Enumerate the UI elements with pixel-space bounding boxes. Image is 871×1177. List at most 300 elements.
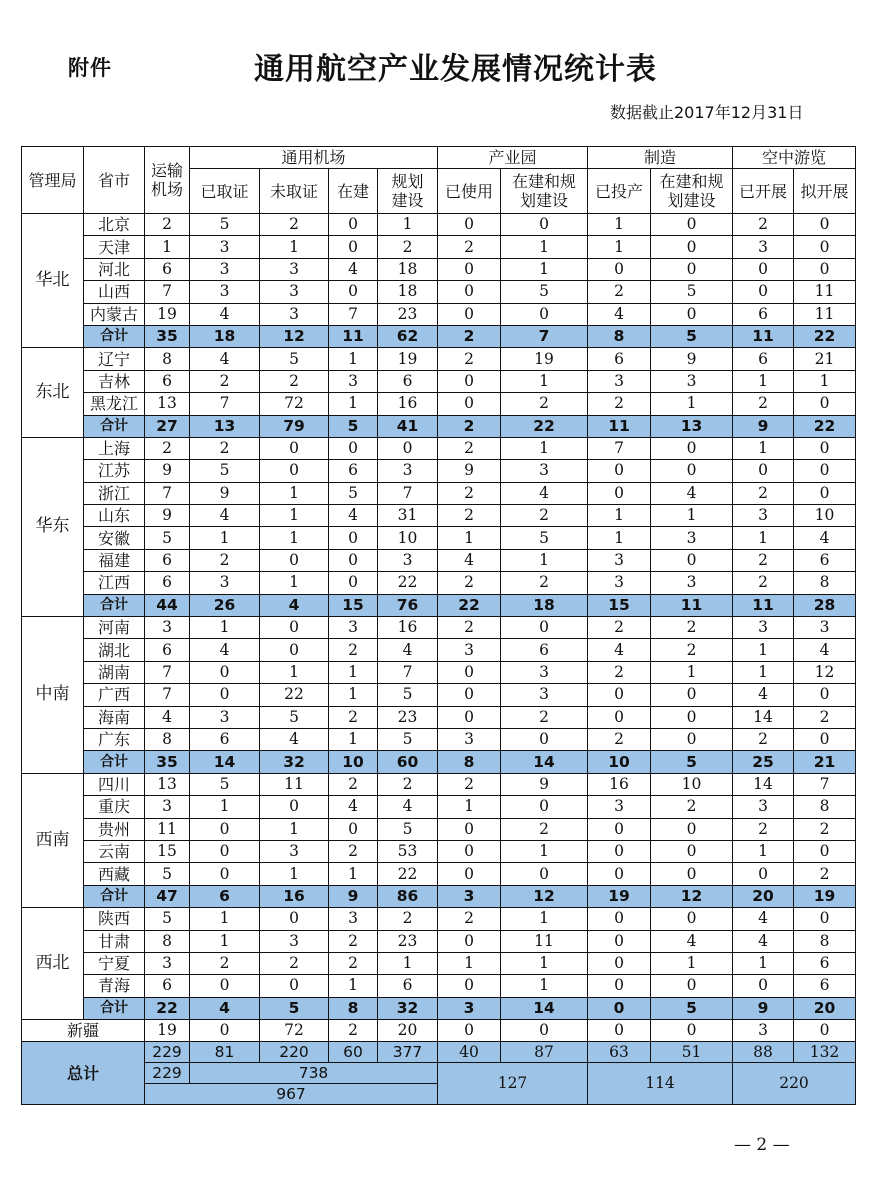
cell-value: 4 [329, 258, 378, 280]
cell-value: 18 [378, 281, 438, 303]
province-name: 江苏 [84, 460, 145, 482]
subtotal-label: 合计 [84, 325, 145, 347]
cell-value: 0 [329, 281, 378, 303]
subtotal-value: 5 [651, 997, 733, 1019]
province-name: 宁夏 [84, 952, 145, 974]
cell-value: 9 [438, 460, 501, 482]
cell-value: 16 [588, 773, 651, 795]
cell-value: 4 [190, 348, 260, 370]
province-name: 海南 [84, 706, 145, 728]
page-number: — 2 — [734, 1135, 790, 1155]
table-row [22, 214, 856, 236]
table-row [22, 908, 856, 930]
province-name: 重庆 [84, 796, 145, 818]
table-row [22, 370, 856, 392]
cell-value: 1 [501, 437, 588, 459]
cell-value: 2 [145, 214, 190, 236]
province-name: 黑龙江 [84, 393, 145, 415]
cell-value: 22 [260, 684, 329, 706]
cell-value: 0 [260, 975, 329, 997]
cell-value: 3 [190, 706, 260, 728]
cell-value: 1 [501, 908, 588, 930]
cell-value: 0 [438, 840, 501, 862]
cell-value: 3 [438, 728, 501, 750]
cell-value: 9 [145, 505, 190, 527]
province-name: 浙江 [84, 482, 145, 504]
subtotal-value: 41 [378, 415, 438, 437]
cell-value: 0 [260, 908, 329, 930]
table-row [22, 617, 856, 639]
cell-value: 0 [733, 975, 794, 997]
table-row [22, 975, 856, 997]
region-name: 华东 [22, 437, 84, 616]
subtotal-value: 15 [588, 594, 651, 616]
cell-value: 1 [260, 505, 329, 527]
cell-value: 16 [378, 617, 438, 639]
cell-value: 5 [145, 863, 190, 885]
subtotal-value: 79 [260, 415, 329, 437]
cell-value: 2 [190, 370, 260, 392]
cell-value: 1 [329, 975, 378, 997]
cell-value: 3 [145, 617, 190, 639]
cell-value: 3 [438, 639, 501, 661]
cell-value: 2 [260, 214, 329, 236]
table-row [22, 236, 856, 258]
cell-value: 0 [329, 549, 378, 571]
cell-value: 0 [501, 796, 588, 818]
grand-total-air-tour: 220 [733, 1063, 856, 1105]
table-row [22, 818, 856, 840]
grand-total-value: 81 [190, 1042, 260, 1063]
cell-value: 11 [260, 773, 329, 795]
cell-value: 7 [145, 684, 190, 706]
cell-value: 2 [438, 505, 501, 527]
cell-value: 6 [588, 348, 651, 370]
subtotal-value: 12 [651, 885, 733, 907]
cell-value: 3 [651, 572, 733, 594]
cell-value: 0 [794, 728, 856, 750]
cell-value: 6 [190, 728, 260, 750]
table-row [22, 348, 856, 370]
cell-value: 2 [733, 482, 794, 504]
province-name: 吉林 [84, 370, 145, 392]
cell-value: 5 [501, 527, 588, 549]
group-general-airport: 通用机场 [190, 147, 438, 169]
province-name: 辽宁 [84, 348, 145, 370]
table-row [22, 281, 856, 303]
subtotal-value: 22 [145, 997, 190, 1019]
col-planned-label: 规划建设 [391, 172, 424, 210]
cell-value: 3 [260, 930, 329, 952]
cell-value: 1 [260, 863, 329, 885]
cell-value: 7 [190, 393, 260, 415]
region-name: 西北 [22, 908, 84, 1020]
cell-value: 1 [733, 952, 794, 974]
cell-value: 2 [651, 639, 733, 661]
cell-value: 0 [190, 661, 260, 683]
subtotal-value: 8 [438, 751, 501, 773]
cell-value: 1 [733, 370, 794, 392]
cell-value: 14 [733, 773, 794, 795]
table-row [22, 773, 856, 795]
table-row [22, 460, 856, 482]
cell-value: 0 [651, 728, 733, 750]
subtotal-value: 20 [794, 997, 856, 1019]
cell-value: 4 [501, 482, 588, 504]
cell-value: 0 [438, 684, 501, 706]
subtotal-value: 14 [501, 751, 588, 773]
grand-total-transport: 229 [145, 1063, 190, 1084]
grand-total-value: 132 [794, 1042, 856, 1063]
cell-value: 2 [378, 236, 438, 258]
cell-value: 3 [190, 236, 260, 258]
cell-value: 3 [733, 1020, 794, 1042]
cell-value: 0 [190, 840, 260, 862]
cell-value: 2 [588, 281, 651, 303]
cell-value: 6 [794, 975, 856, 997]
cell-value: 6 [145, 258, 190, 280]
cell-value: 1 [438, 527, 501, 549]
cell-value: 3 [733, 617, 794, 639]
province-name: 山东 [84, 505, 145, 527]
table-row [22, 393, 856, 415]
subtotal-value: 9 [733, 997, 794, 1019]
cell-value: 4 [588, 303, 651, 325]
region-name: 西南 [22, 773, 84, 907]
cell-value: 3 [190, 281, 260, 303]
cell-value: 2 [329, 1020, 378, 1042]
cell-value: 1 [190, 796, 260, 818]
cell-value: 1 [329, 348, 378, 370]
cell-value: 2 [190, 952, 260, 974]
cell-value: 0 [329, 214, 378, 236]
cell-value: 2 [501, 505, 588, 527]
cell-value: 0 [651, 303, 733, 325]
cell-value: 4 [651, 482, 733, 504]
cell-value: 8 [794, 572, 856, 594]
cell-value: 6 [501, 639, 588, 661]
subtotal-value: 22 [794, 415, 856, 437]
cell-value: 10 [651, 773, 733, 795]
subtotal-value: 5 [329, 415, 378, 437]
province-name: 新疆 [22, 1020, 145, 1042]
cell-value: 0 [794, 236, 856, 258]
subtotal-value: 18 [190, 325, 260, 347]
subtotal-value: 26 [190, 594, 260, 616]
cell-value: 6 [733, 303, 794, 325]
cell-value: 19 [145, 1020, 190, 1042]
cell-value: 5 [651, 281, 733, 303]
cell-value: 0 [651, 236, 733, 258]
subtotal-value: 10 [588, 751, 651, 773]
cell-value: 9 [651, 348, 733, 370]
subtotal-value: 47 [145, 885, 190, 907]
cell-value: 4 [794, 527, 856, 549]
col-park-building-planned-label: 在建和规划建设 [511, 172, 576, 210]
table-row [22, 840, 856, 862]
cell-value: 0 [651, 706, 733, 728]
cell-value: 0 [501, 728, 588, 750]
grand-total-value: 60 [329, 1042, 378, 1063]
cell-value: 1 [438, 796, 501, 818]
grand-total-value: 220 [260, 1042, 329, 1063]
cell-value: 2 [733, 549, 794, 571]
cell-value: 2 [378, 908, 438, 930]
subtotal-value: 19 [794, 885, 856, 907]
cell-value: 72 [260, 393, 329, 415]
cell-value: 7 [145, 281, 190, 303]
cell-value: 0 [329, 818, 378, 840]
cell-value: 1 [260, 482, 329, 504]
cell-value: 2 [501, 572, 588, 594]
cell-value: 6 [329, 460, 378, 482]
cell-value: 5 [378, 684, 438, 706]
table-body [22, 214, 856, 1105]
cell-value: 0 [501, 1020, 588, 1042]
cell-value: 8 [145, 728, 190, 750]
cell-value: 0 [501, 863, 588, 885]
subtotal-value: 5 [260, 997, 329, 1019]
cell-value: 0 [651, 549, 733, 571]
col-mfg-in-production: 已投产 [588, 169, 651, 214]
cell-value: 0 [588, 840, 651, 862]
cell-value: 9 [501, 773, 588, 795]
col-planned [378, 169, 438, 214]
cell-value: 13 [145, 393, 190, 415]
province-name: 四川 [84, 773, 145, 795]
cell-value: 0 [329, 572, 378, 594]
cell-value: 3 [733, 236, 794, 258]
cell-value: 2 [733, 572, 794, 594]
subtotal-value: 35 [145, 751, 190, 773]
cell-value: 0 [190, 818, 260, 840]
table-row [22, 661, 856, 683]
table-row [22, 639, 856, 661]
cell-value: 1 [501, 258, 588, 280]
grand-total-manufacturing: 114 [588, 1063, 733, 1105]
col-bureau: 管理局 [22, 147, 84, 214]
cell-value: 21 [794, 348, 856, 370]
grand-total-row-2 [22, 1063, 856, 1084]
cell-value: 4 [145, 706, 190, 728]
cell-value: 3 [651, 370, 733, 392]
region-name: 华北 [22, 214, 84, 348]
subtotal-value: 8 [588, 325, 651, 347]
cell-value: 1 [190, 617, 260, 639]
cell-value: 1 [501, 549, 588, 571]
cell-value: 6 [145, 572, 190, 594]
cell-value: 0 [651, 818, 733, 840]
cell-value: 4 [733, 930, 794, 952]
cell-value: 2 [501, 706, 588, 728]
subtotal-value: 13 [651, 415, 733, 437]
cell-value: 0 [651, 437, 733, 459]
subtotal-value: 22 [794, 325, 856, 347]
subtotal-value: 16 [260, 885, 329, 907]
cell-value: 6 [145, 975, 190, 997]
cell-value: 4 [438, 549, 501, 571]
cell-value: 3 [260, 840, 329, 862]
subtotal-row [22, 325, 856, 347]
subtotal-value: 11 [588, 415, 651, 437]
subtotal-value: 60 [378, 751, 438, 773]
cell-value: 72 [260, 1020, 329, 1042]
subtotal-value: 18 [501, 594, 588, 616]
cell-value: 3 [260, 303, 329, 325]
subtotal-row [22, 997, 856, 1019]
cell-value: 23 [378, 706, 438, 728]
cell-value: 9 [190, 482, 260, 504]
subtotal-value: 12 [501, 885, 588, 907]
cell-value: 0 [438, 258, 501, 280]
cell-value: 0 [438, 930, 501, 952]
cell-value: 1 [260, 818, 329, 840]
cell-value: 2 [438, 773, 501, 795]
cell-value: 53 [378, 840, 438, 862]
col-under-construction: 在建 [329, 169, 378, 214]
cell-value: 23 [378, 930, 438, 952]
cell-value: 0 [588, 952, 651, 974]
subtotal-value: 11 [733, 325, 794, 347]
grand-total-value: 87 [501, 1042, 588, 1063]
cell-value: 6 [794, 549, 856, 571]
cell-value: 5 [378, 818, 438, 840]
cell-value: 2 [651, 796, 733, 818]
grand-total-general-airport: 738 [190, 1063, 438, 1084]
table-row [22, 706, 856, 728]
cell-value: 3 [501, 684, 588, 706]
cell-value: 1 [733, 527, 794, 549]
subtotal-value: 0 [588, 997, 651, 1019]
cell-value: 9 [145, 460, 190, 482]
cell-value: 0 [501, 214, 588, 236]
cell-value: 0 [378, 437, 438, 459]
cell-value: 6 [145, 639, 190, 661]
subtotal-row [22, 415, 856, 437]
grand-total-value: 40 [438, 1042, 501, 1063]
cell-value: 0 [260, 437, 329, 459]
cell-value: 2 [794, 706, 856, 728]
cell-value: 2 [329, 773, 378, 795]
attachment-label: 附件 [68, 56, 112, 80]
region-name: 中南 [22, 617, 84, 774]
table-row [22, 303, 856, 325]
cell-value: 2 [260, 952, 329, 974]
table-row [22, 572, 856, 594]
province-name: 江西 [84, 572, 145, 594]
cell-value: 3 [190, 572, 260, 594]
cell-value: 1 [733, 437, 794, 459]
cell-value: 2 [588, 728, 651, 750]
cell-value: 8 [145, 930, 190, 952]
cell-value: 5 [190, 214, 260, 236]
province-name: 甘肃 [84, 930, 145, 952]
cell-value: 1 [651, 952, 733, 974]
cell-value: 0 [329, 236, 378, 258]
subtotal-value: 19 [588, 885, 651, 907]
cell-value: 7 [588, 437, 651, 459]
cell-value: 1 [588, 527, 651, 549]
subtotal-value: 13 [190, 415, 260, 437]
cell-value: 1 [501, 840, 588, 862]
cell-value: 0 [588, 482, 651, 504]
cell-value: 3 [329, 908, 378, 930]
cell-value: 0 [260, 460, 329, 482]
cell-value: 10 [794, 505, 856, 527]
grand-total-value: 51 [651, 1042, 733, 1063]
cell-value: 1 [438, 952, 501, 974]
cell-value: 4 [651, 930, 733, 952]
cell-value: 3 [190, 258, 260, 280]
cell-value: 5 [378, 728, 438, 750]
cell-value: 0 [733, 863, 794, 885]
cell-value: 2 [329, 952, 378, 974]
col-mfg-building-planned-label: 在建和规划建设 [659, 172, 724, 210]
cell-value: 0 [651, 863, 733, 885]
cell-value: 1 [501, 236, 588, 258]
cell-value: 4 [378, 796, 438, 818]
cell-value: 2 [438, 482, 501, 504]
subtotal-value: 12 [260, 325, 329, 347]
cell-value: 2 [501, 393, 588, 415]
cell-value: 3 [501, 460, 588, 482]
province-name: 上海 [84, 437, 145, 459]
cell-value: 5 [145, 908, 190, 930]
cell-value: 2 [733, 728, 794, 750]
subtotal-label: 合计 [84, 751, 145, 773]
table-row [22, 549, 856, 571]
cell-value: 1 [501, 370, 588, 392]
grand-total-value: 88 [733, 1042, 794, 1063]
cell-value: 4 [329, 505, 378, 527]
cell-value: 0 [501, 617, 588, 639]
cell-value: 1 [329, 393, 378, 415]
cell-value: 2 [588, 393, 651, 415]
cell-value: 5 [329, 482, 378, 504]
cell-value: 0 [733, 281, 794, 303]
cell-value: 4 [733, 684, 794, 706]
cell-value: 5 [501, 281, 588, 303]
table-row [22, 437, 856, 459]
province-name: 广西 [84, 684, 145, 706]
cell-value: 0 [794, 437, 856, 459]
col-park-in-use: 已使用 [438, 169, 501, 214]
cell-value: 0 [794, 482, 856, 504]
subtotal-value: 9 [329, 885, 378, 907]
cell-value: 0 [438, 975, 501, 997]
cell-value: 0 [651, 908, 733, 930]
cell-value: 0 [438, 818, 501, 840]
col-certified: 已取证 [190, 169, 260, 214]
cell-value: 3 [329, 617, 378, 639]
cell-value: 6 [733, 348, 794, 370]
subtotal-value: 14 [501, 997, 588, 1019]
cell-value: 0 [190, 684, 260, 706]
col-tour-launched: 已开展 [733, 169, 794, 214]
subtotal-value: 20 [733, 885, 794, 907]
province-name: 河北 [84, 258, 145, 280]
table-row [22, 527, 856, 549]
cell-value: 4 [190, 639, 260, 661]
cell-value: 1 [260, 236, 329, 258]
cell-value: 0 [329, 527, 378, 549]
cell-value: 3 [378, 460, 438, 482]
province-name: 福建 [84, 549, 145, 571]
cell-value: 0 [794, 840, 856, 862]
subtotal-value: 3 [438, 885, 501, 907]
province-name: 贵州 [84, 818, 145, 840]
cell-value: 0 [260, 617, 329, 639]
